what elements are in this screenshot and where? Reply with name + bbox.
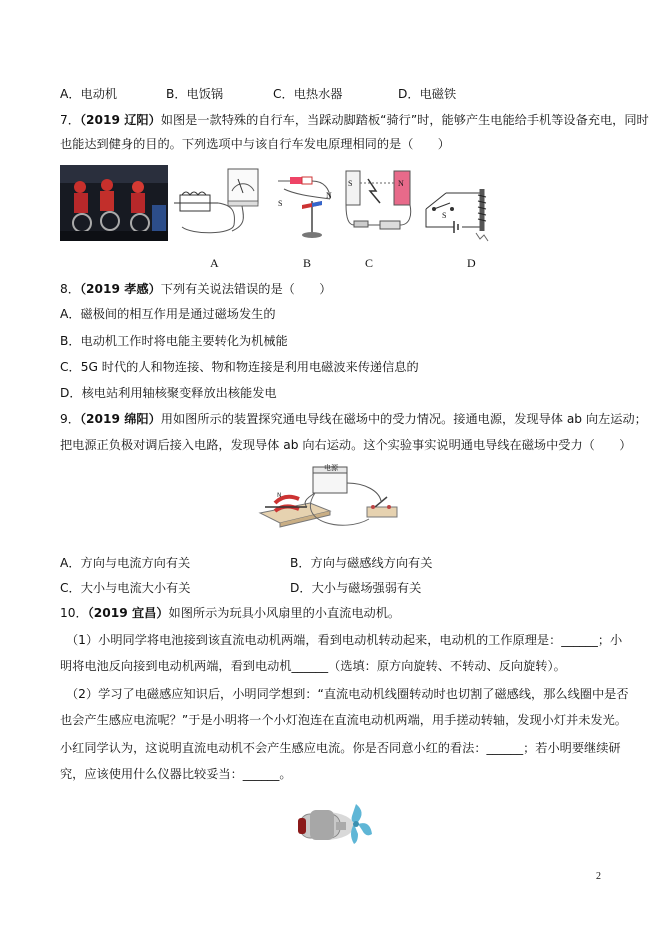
q10-text: 如图所示为玩具小风扇里的小直流电动机。 [168, 606, 401, 620]
apparatus-figure [255, 463, 403, 533]
q6-option-a: A．电动机 [60, 87, 118, 101]
fig-c-n-label: N [398, 179, 404, 188]
q7-source: （2019 辽阳） [79, 113, 161, 127]
q8-option-a: A．磁极间的相互作用是通过磁场发生的 [60, 307, 276, 321]
q10-part2-line2: 也会产生感应电流呢？”于是小明将一个小灯泡连在直流电动机两端，用手搓动转轴，发现小灯并未发光。 [60, 713, 627, 727]
q10-part2-line1: （2）学习了电磁感应知识后，小明同学想到：“直流电动机线圈转动时也切割了磁感线，那么线圈中是否 [66, 687, 629, 701]
fig-label-d: D [467, 256, 476, 270]
power-label: 电源 [324, 464, 338, 472]
q8-text: 下列有关说法错误的是（ ） [160, 282, 332, 296]
fig-b-n-label: N [326, 191, 332, 200]
q8-number: 8． [60, 282, 80, 296]
q7-number: 7． [60, 113, 80, 127]
q7-text-1: 如图是一款特殊的自行车，当踩动脚踏板“骑行”时，能够产生电能给手机等设备充电，同时 [160, 113, 649, 127]
q9-line2: 把电源正负极对调后接入电路，发现导体 ab 向右运动。这个实验事实说明通电导线在磁场中受力（ ） [60, 438, 632, 452]
q8-source: （2019 孝感） [79, 282, 161, 296]
q10-part1-line2: 明将电池反向接到电动机两端，看到电动机______（选填：原方向旋转、不转动、反向旋转）。 [60, 659, 566, 673]
q10-part2-line4: 究，应该使用什么仪器比较妥当：______。 [60, 767, 292, 781]
q7-line2: 也能达到健身的目的。下列选项中与该自行车发电原理相同的是（ ） [60, 137, 450, 151]
q10-number: 10． [60, 606, 88, 620]
q9-line1 [60, 411, 647, 427]
q9-source: （2019 绵阳） [79, 412, 161, 426]
figure-c [340, 165, 416, 241]
q8-option-c: C．5G 时代的人和物连接、物和物连接是利用电磁波来传递信息的 [60, 360, 419, 374]
q8-option-d: D．核电站利用轴核聚变释放出核能发电 [60, 386, 277, 400]
q6-option-b: B．电饭锅 [166, 87, 224, 101]
fig-label-a: A [210, 256, 219, 270]
q9-option-b: B．方向与磁感线方向有关 [290, 556, 433, 570]
fig-d-switch-label: S [442, 211, 447, 220]
fig-label-b: B [303, 256, 312, 270]
q9-option-c: C．大小与电流大小有关 [60, 581, 191, 595]
fig-b-s-label: S [278, 199, 283, 208]
svg-text:N: N [277, 492, 282, 499]
figure-a [172, 165, 264, 237]
q6-option-d: D．电磁铁 [398, 87, 457, 101]
q9-number: 9． [60, 412, 80, 426]
q6-option-c: C．电热水器 [273, 87, 343, 101]
fig-c-s-label: S [348, 179, 353, 188]
page-number: 2 [596, 871, 601, 882]
motor-fan-figure [296, 800, 376, 848]
q7-line1 [60, 112, 649, 128]
q8-stem [60, 281, 331, 297]
q9-option-a: A．方向与电流方向有关 [60, 556, 191, 570]
figure-b [276, 165, 338, 241]
q10-source: （2019 宜昌） [87, 606, 169, 620]
q9-text-1: 用如图所示的装置探究通电导线在磁场中的受力情况。接通电源，发现导体 ab 向左运动； [160, 412, 647, 426]
q10-stem [60, 605, 400, 621]
q10-part2-line3: 小红同学认为，这说明直流电动机不会产生感应电流。你是否同意小红的看法：______；若小明要继续研 [60, 741, 621, 755]
figure-d [422, 181, 504, 243]
q8-option-b: B．电动机工作时将电能主要转化为机械能 [60, 334, 288, 348]
q10-part1-line1: （1）小明同学将电池接到该直流电动机两端，看到电动机转动起来，电动机的工作原理是：______；小 [66, 633, 623, 647]
bicycle-photo [60, 165, 168, 241]
q9-option-d: D．大小与磁场强弱有关 [290, 581, 422, 595]
fig-label-c: C [365, 256, 374, 270]
